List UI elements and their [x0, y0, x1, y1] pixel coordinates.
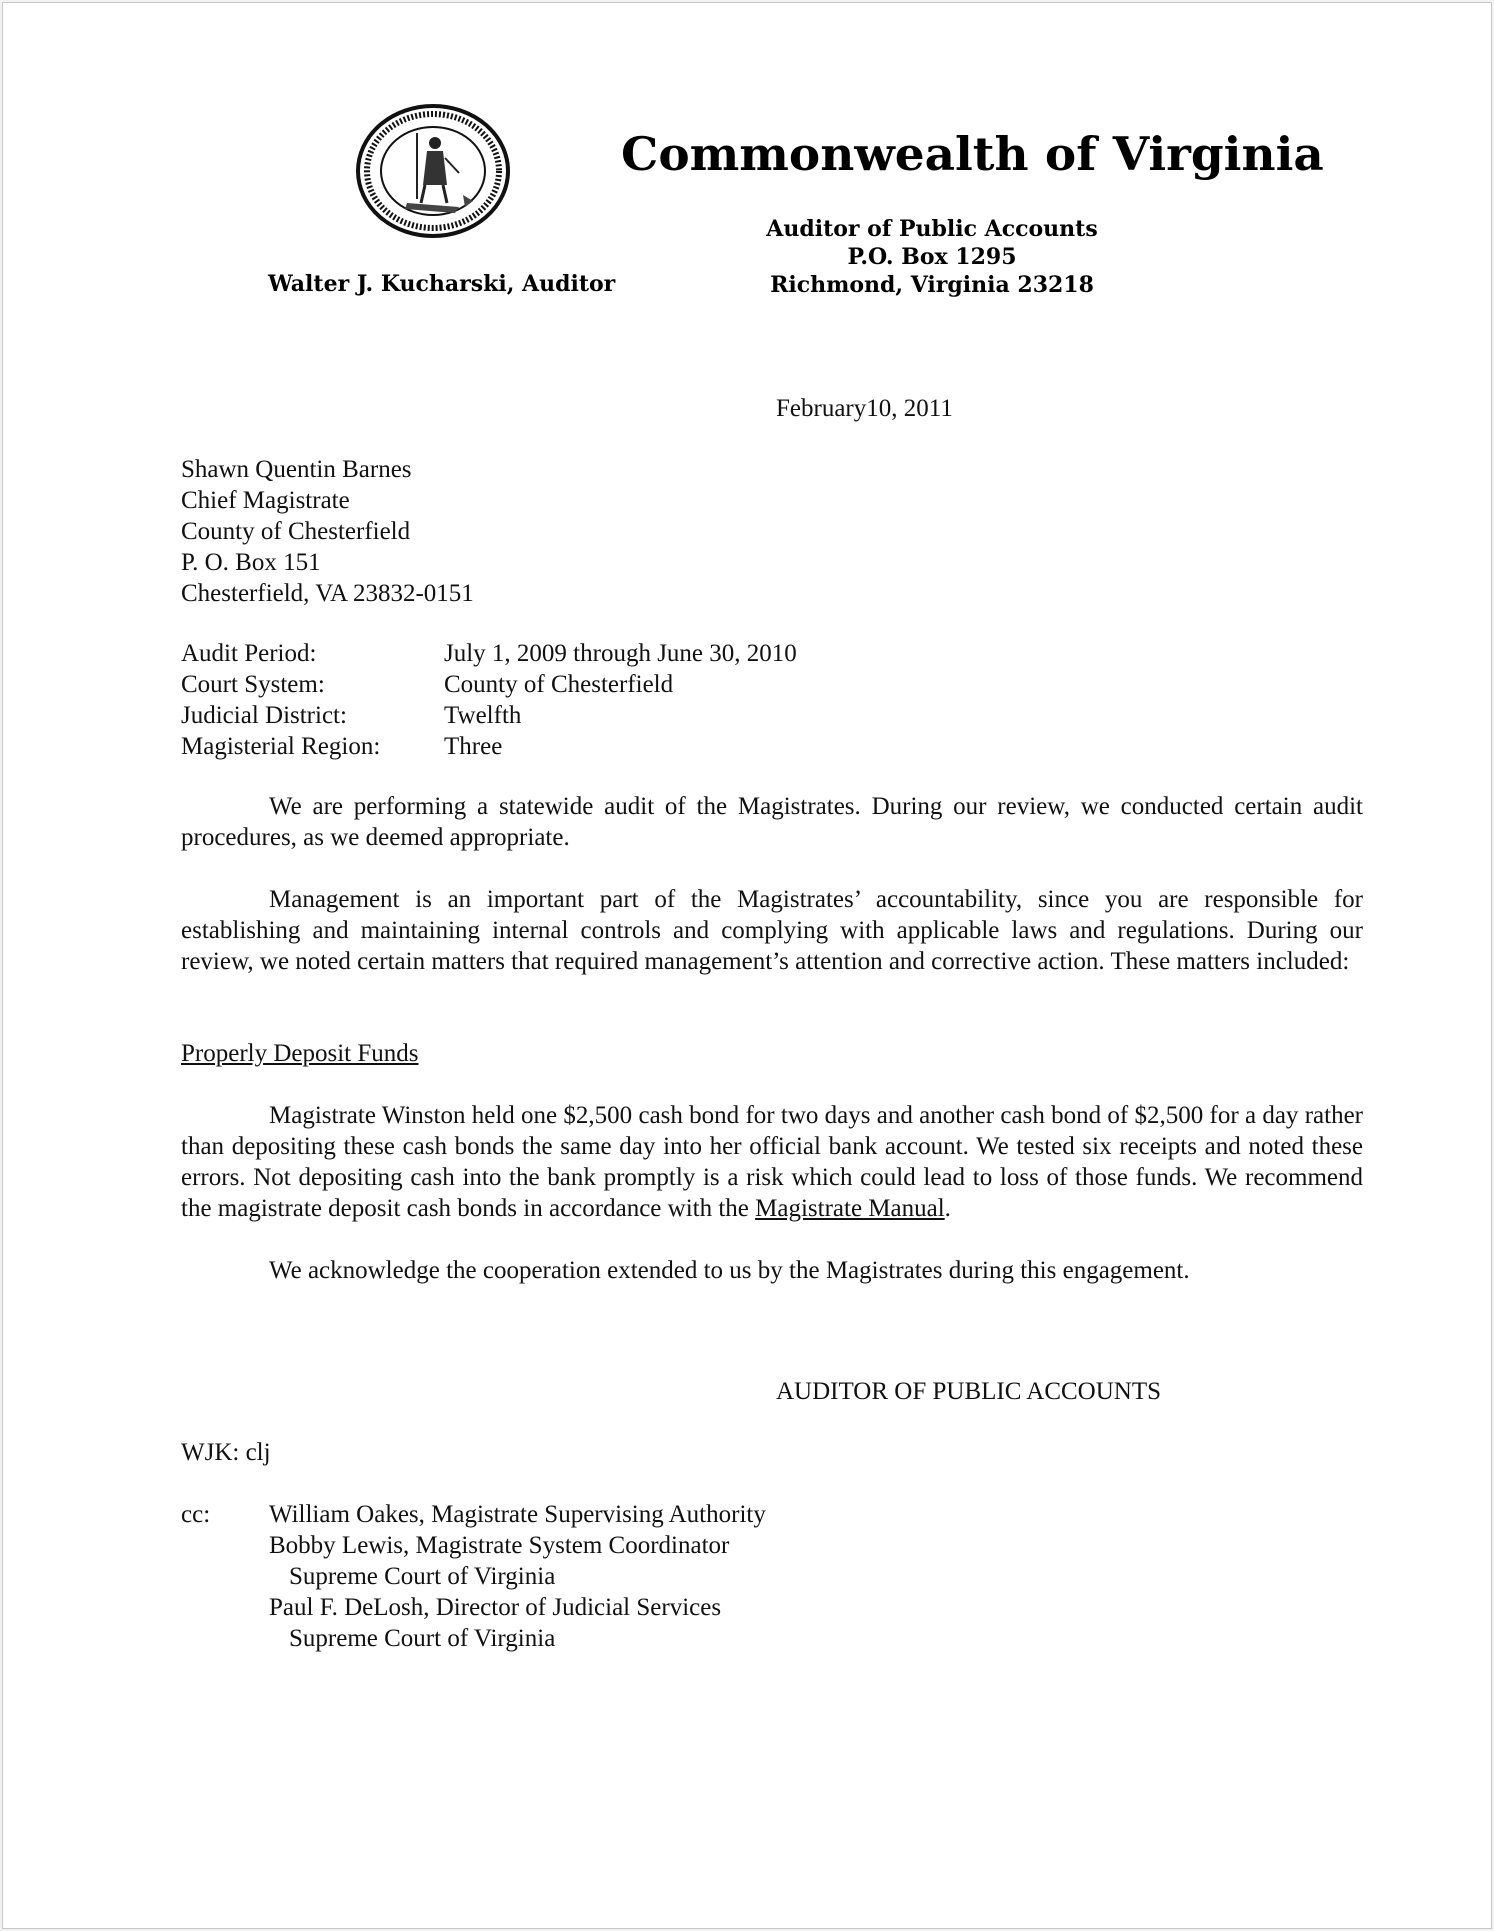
address-line: Chief Magistrate: [181, 487, 350, 514]
management-paragraph: Management is an important part of the Magistrates’ accountability, since you are responsible for establishing and maintaining internal controls and complying with applicable laws and regulations. During our review, we noted certain matters that required management’s attention and corrective action. These matters included:: [181, 886, 1363, 975]
audit-info-row: [181, 700, 881, 731]
letterhead-title: Commonwealth of Virginia: [621, 127, 1324, 181]
finding-end: .: [944, 1195, 951, 1222]
finding-heading: Properly Deposit Funds: [181, 1040, 419, 1067]
finding-text: Magistrate Winston held one $2,500 cash bond for two days and another cash bond of $2,500 for a day rather than depositing these cash bonds the same day into her official bank account. We tested six receipts and noted these errors. Not depositing cash into the bank promptly is a risk which could lead to loss of those funds. We recommend the magistrate deposit cash bonds in accordance with the: [181, 1102, 1363, 1222]
magistrate-manual-reference: Magistrate Manual: [755, 1195, 945, 1222]
initials: WJK: clj: [181, 1439, 271, 1466]
audit-info-row: [181, 669, 881, 700]
cc-line: Bobby Lewis, Magistrate System Coordinator: [269, 1532, 730, 1559]
cc-line: Supreme Court of Virginia: [289, 1625, 556, 1652]
address-line: Chesterfield, VA 23832-0151: [181, 580, 474, 607]
audit-info: [181, 638, 881, 762]
info-label: Magisterial Region:: [181, 733, 381, 760]
office-address: [765, 215, 1099, 299]
recipient-address: [181, 454, 474, 609]
office-line: Richmond, Virginia 23218: [770, 272, 1094, 298]
acknowledge-paragraph: We acknowledge the cooperation extended to us by the Magistrates during this engagement.: [269, 1257, 1190, 1284]
info-value: County of Chesterfield: [444, 671, 674, 698]
audit-info-row: [181, 731, 881, 762]
intro-paragraph: We are performing a statewide audit of the Magistrates. During our review, we conducted certain audit procedures, as we deemed appropriate.: [181, 793, 1363, 851]
closing-signature: AUDITOR OF PUBLIC ACCOUNTS: [776, 1378, 1162, 1405]
address-line: Shawn Quentin Barnes: [181, 456, 412, 483]
finding-paragraph: [181, 1100, 1363, 1224]
letter-date: February10, 2011: [776, 395, 953, 422]
info-value: July 1, 2009 through June 30, 2010: [444, 640, 797, 667]
office-line: Auditor of Public Accounts: [766, 216, 1098, 242]
virginia-seal-icon: [355, 103, 511, 239]
cc-label: cc:: [181, 1501, 211, 1528]
info-label: Judicial District:: [181, 702, 347, 729]
info-value: Twelfth: [444, 702, 522, 729]
auditor-name: Walter J. Kucharski, Auditor: [268, 271, 616, 297]
cc-list: [269, 1499, 766, 1654]
info-label: Court System:: [181, 671, 325, 698]
letter-page: [2, 2, 1492, 1929]
info-label: Audit Period:: [181, 640, 317, 667]
audit-info-row: [181, 638, 881, 669]
cc-line: Paul F. DeLosh, Director of Judicial Services: [269, 1594, 722, 1621]
address-line: County of Chesterfield: [181, 518, 411, 545]
info-value: Three: [444, 733, 503, 760]
cc-line: Supreme Court of Virginia: [289, 1563, 556, 1590]
office-line: P.O. Box 1295: [847, 244, 1017, 270]
address-line: P. O. Box 151: [181, 549, 321, 576]
cc-line: William Oakes, Magistrate Supervising Authority: [269, 1501, 766, 1528]
